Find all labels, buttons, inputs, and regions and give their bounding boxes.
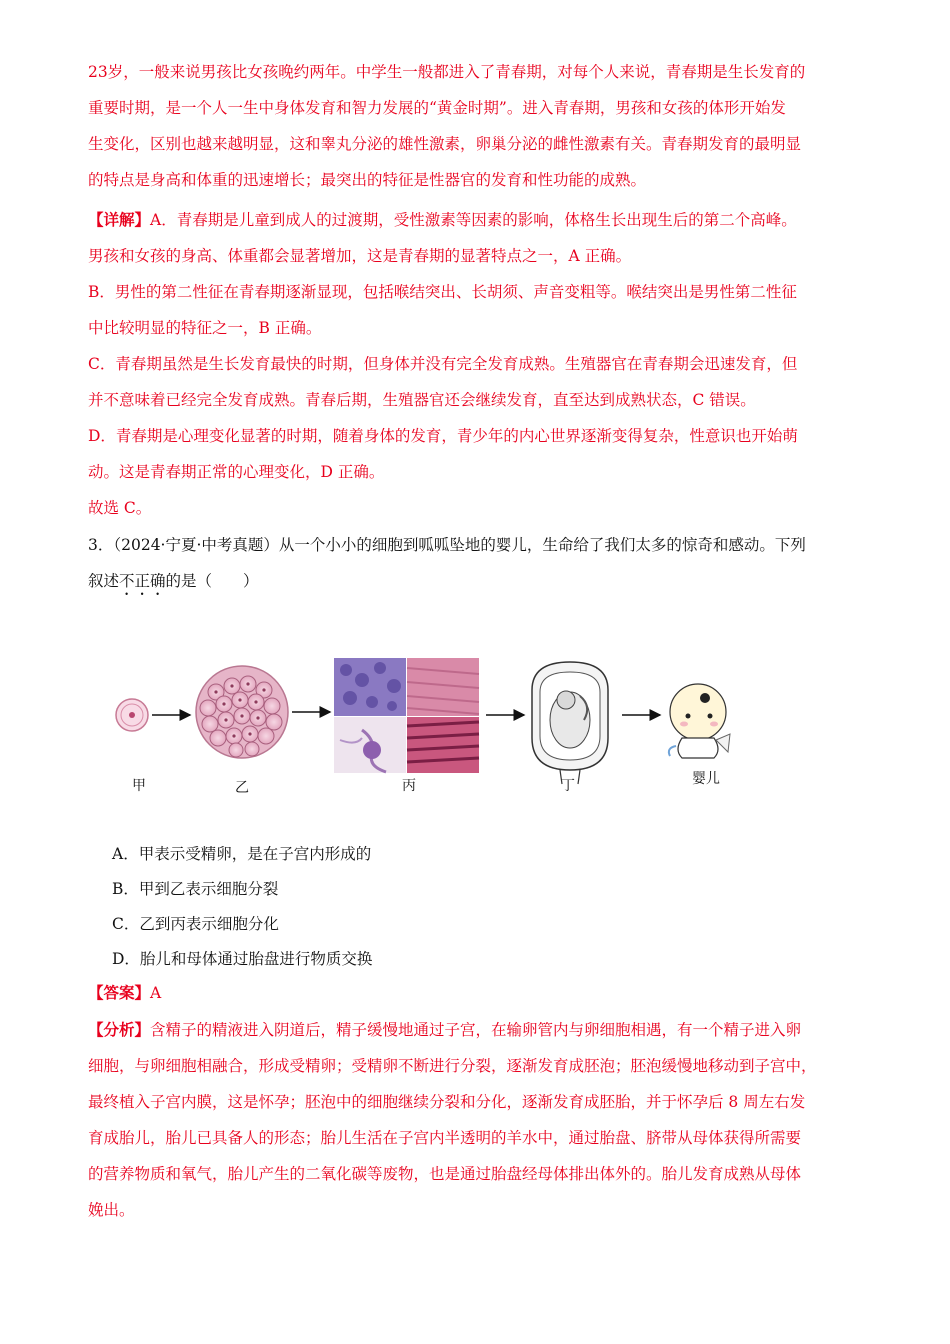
detail-a-line: 男孩和女孩的身高、体重都会显著增加，这是青春期的显著特点之一，A 正确。 (88, 247, 632, 265)
intro-line: 生变化，区别也越来越明显，这和睾丸分泌的雄性激素，卵巢分泌的雌性激素有关。青春期发育的最明显 (88, 135, 802, 153)
analysis-line: 育成胎儿，胎儿已具备人的形态；胎儿生活在子宫内半透明的羊水中，通过胎盘、脐带从母体获得所需要 (88, 1129, 802, 1147)
analysis-tag: 【分析】 (88, 1020, 151, 1039)
analysis-line: 最终植入子宫内膜，这是怀孕；胚泡中的细胞继续分裂和分化，逐渐发育成胚胎，并于怀孕后 8 周左右发 (88, 1093, 806, 1111)
answer-tag: 【答案】 (88, 983, 151, 1002)
answer-section (88, 975, 868, 1011)
detail-conclusion: 故选 C。 (88, 499, 152, 517)
baby-illustration (669, 684, 730, 758)
question-line: 的是（ ） (165, 572, 259, 590)
figure-label-baby: 婴儿 (692, 771, 720, 787)
question-line: 叙述 (88, 572, 120, 590)
intro-line: 重要时期，是一个人一生中身体发育和智力发展的“黄金时期”。进入青春期，男孩和女孩的体形开始发 (88, 99, 786, 117)
development-figure (100, 650, 760, 800)
zygote-illustration (116, 699, 148, 731)
answer-value: A (150, 984, 162, 1002)
cell-cluster-illustration (196, 666, 288, 758)
detail-c-line: 并不意味着已经完全发育成熟。青春后期，生殖器官还会继续发育，直至达到成熟状态，C 错误。 (88, 391, 756, 409)
fetus-in-uterus-illustration (532, 662, 608, 784)
question-stem (88, 527, 868, 599)
detail-d-line: D．青春期是心理变化显著的时期，随着身体的发育，青少年的内心世界逐渐变得复杂，性意识也开始萌 (88, 427, 798, 445)
analysis-line: 含精子的精液进入阴道后，精子缓慢地通过子宫，在输卵管内与卵细胞相遇，有一个精子进入卵 (150, 1021, 802, 1039)
detail-section (88, 202, 868, 526)
detail-tag: 【详解】 (88, 210, 151, 229)
option-d: D．胎儿和母体通过胎盘进行物质交换 (112, 950, 373, 968)
detail-b-line: B．男性的第二性征在青春期逐渐显现，包括喉结突出、长胡须、声音变粗等。喉结突出是男性第二性征 (88, 283, 797, 301)
option-c: C．乙到丙表示细胞分化 (112, 915, 279, 933)
intro-line: 23岁，一般来说男孩比女孩晚约两年。中学生一般都进入了青春期，对每个人来说，青春期是生长发育的 (88, 63, 806, 81)
figure-label-yi: 乙 (235, 780, 249, 796)
detail-a-line: A．青春期是儿童到成人的过渡期，受性激素等因素的影响，体格生长出现生后的第二个高峰。 (150, 211, 797, 229)
intro-paragraph (88, 54, 868, 198)
analysis-section (88, 1012, 868, 1228)
analysis-line: 娩出。 (88, 1201, 135, 1219)
analysis-line: 的营养物质和氧气，胎儿产生的二氧化碳等废物，也是通过胎盘经母体排出体外的。胎儿发育成熟从母体 (88, 1165, 802, 1183)
figure-label-bing: 丙 (402, 778, 416, 794)
figure-label-ding: 丁 (561, 778, 575, 794)
detail-b-line: 中比较明显的特征之一，B 正确。 (88, 319, 322, 337)
detail-d-line: 动。这是青春期正常的心理变化，D 正确。 (88, 463, 385, 481)
detail-c-line: C．青春期虽然是生长发育最快的时期，但身体并没有完全发育成熟。生殖器官在青春期会迅速发育，但 (88, 355, 798, 373)
analysis-line: 细胞，与卵细胞相融合，形成受精卵；受精卵不断进行分裂，逐渐发育成胚泡；胚泡缓慢地移动到子宫中， (88, 1057, 817, 1075)
tissue-images (334, 658, 479, 773)
figure-label-jia: 甲 (132, 778, 146, 794)
emphasized-text: 不正确 (119, 572, 166, 590)
question-line: 3．（2024·宁夏·中考真题）从一个小小的细胞到呱呱坠地的婴儿，生命给了我们太多的惊奇和感动。下列 (88, 536, 806, 554)
option-b: B．甲到乙表示细胞分裂 (112, 880, 279, 898)
intro-line: 的特点是身高和体重的迅速增长；最突出的特征是性器官的发育和性功能的成熟。 (88, 171, 647, 189)
option-a: A．甲表示受精卵，是在子宫内形成的 (112, 845, 372, 863)
